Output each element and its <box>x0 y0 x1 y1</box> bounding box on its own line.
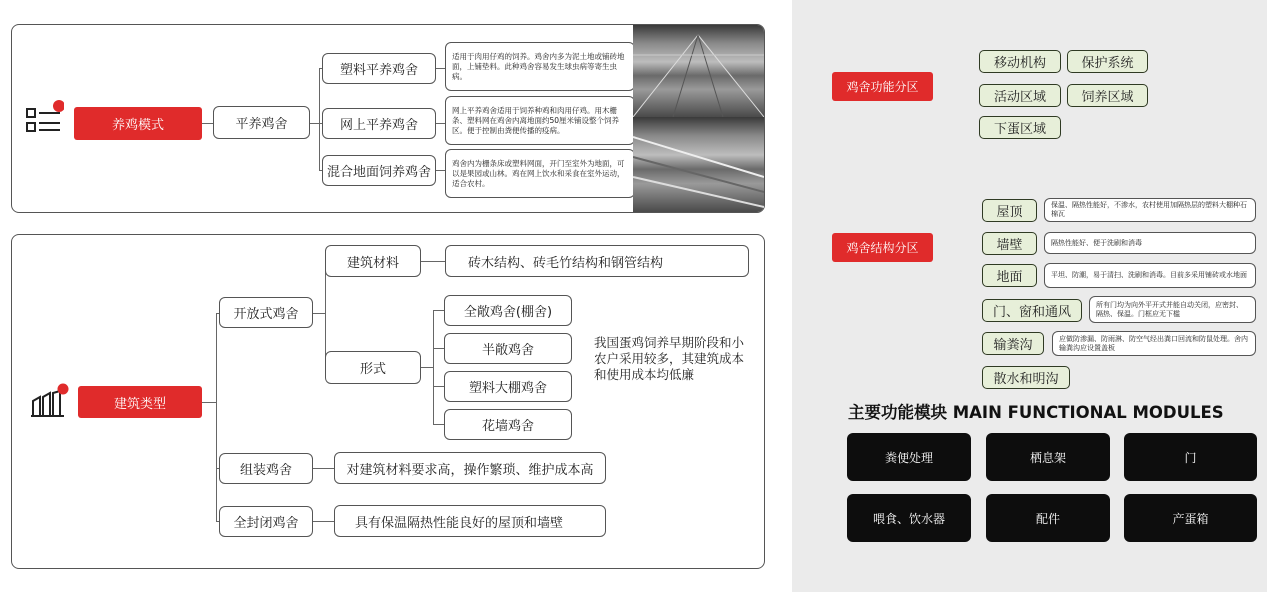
structure-floor-desc: 平坦、防潮，易于清扫、洗刷和消毒。目前多采用铺砖或水地面 <box>1044 263 1256 288</box>
mixed-ground-desc: 鸡舍内为栅条床或塑料网面，开门至室外为地面，可以是果园或山林。鸡在网上饮水和采食在室外运动，适合农村。 <box>445 149 635 198</box>
structure-zones-title: 鸡舍结构分区 <box>832 233 933 262</box>
zone-feeding-area: 饲养区域 <box>1067 84 1148 107</box>
module-accessories: 配件 <box>986 494 1110 542</box>
material-box: 建筑材料 <box>325 245 421 277</box>
form-item-half-open: 半敞鸡舍 <box>444 333 572 364</box>
zone-activity-area: 活动区域 <box>979 84 1061 107</box>
form-box: 形式 <box>325 351 421 384</box>
module-feeder: 喂食、饮水器 <box>847 494 971 542</box>
module-manure: 粪便处理 <box>847 433 971 481</box>
module-perch: 栖息架 <box>986 433 1110 481</box>
assembled-housing-box: 组装鸡舍 <box>219 453 313 484</box>
structure-door-window-desc: 所有门均为向外平开式并能自动关闭，应密封、隔热、保温。门框应无下槛 <box>1089 296 1256 323</box>
structure-roof: 屋顶 <box>982 199 1037 222</box>
form-note: 我国蛋鸡饲养早期阶段和小农户采用较多，其建筑成本和使用成本均低廉 <box>594 335 745 382</box>
chicken-house-photo-top <box>633 25 764 117</box>
material-desc: 砖木结构、砖毛竹结构和钢管结构 <box>445 245 749 277</box>
plastic-flat-housing: 塑料平养鸡舍 <box>322 53 436 84</box>
module-door: 门 <box>1124 433 1257 481</box>
form-item-plastic-shed: 塑料大棚鸡舍 <box>444 371 572 402</box>
structure-manure-channel-desc: 应做防渗漏、防雨淋、防空气经出粪口回流和防鼠处理。舍内输粪沟应设置盖板 <box>1052 331 1256 356</box>
farming-mode-title: 养鸡模式 <box>74 107 202 140</box>
chicken-house-photo-bottom <box>633 117 764 212</box>
flat-housing-box: 平养鸡舍 <box>213 106 310 139</box>
mixed-ground-housing: 混合地面饲养鸡舍 <box>322 155 436 186</box>
structure-wall-desc: 隔热性能好、便于洗刷和消毒 <box>1044 232 1256 254</box>
form-item-full-open: 全敞鸡舍(棚舍) <box>444 295 572 326</box>
structure-door-window: 门、窗和通风 <box>982 299 1082 322</box>
function-zones-title: 鸡舍功能分区 <box>832 72 933 101</box>
zone-laying-area: 下蛋区域 <box>979 116 1061 139</box>
structure-roof-desc: 保温、隔热性能好，不渗水，农村使用加隔热层的塑料大棚种石棉瓦 <box>1044 198 1256 222</box>
modules-heading: 主要功能模块 MAIN FUNCTIONAL MODULES <box>848 403 1224 422</box>
structure-floor: 地面 <box>982 264 1037 287</box>
closed-housing-box: 全封闭鸡舍 <box>219 506 313 537</box>
plastic-flat-desc: 适用于肉用仔鸡的饲养。鸡舍内多为泥土地或铺砖地面，上铺垫料。此种鸡舍容易发生球虫病等寄生虫病。 <box>445 42 635 91</box>
building-type-title: 建筑类型 <box>78 386 202 418</box>
list-icon <box>24 100 64 140</box>
closed-desc: 具有保温隔热性能良好的屋顶和墙壁 <box>334 505 606 537</box>
structure-wall: 墙壁 <box>982 232 1037 255</box>
open-housing-box: 开放式鸡舍 <box>219 297 313 328</box>
net-flat-desc: 网上平养鸡舍适用于饲养种鸡和肉用仔鸡。用木栅条、塑料网在鸡舍内离地面约50厘米铺设整个饲养区。便于控制由粪便传播的疫病。 <box>445 96 635 145</box>
zone-moving-mechanism: 移动机构 <box>979 50 1061 73</box>
form-item-flower-wall: 花墙鸡舍 <box>444 409 572 440</box>
assembled-desc: 对建筑材料要求高，操作繁琐、维护成本高 <box>334 452 606 484</box>
module-nest-box: 产蛋箱 <box>1124 494 1257 542</box>
structure-manure-channel: 输粪沟 <box>982 332 1044 355</box>
chart-icon <box>30 383 70 419</box>
zone-protection-system: 保护系统 <box>1067 50 1148 73</box>
net-flat-housing: 网上平养鸡舍 <box>322 108 436 139</box>
structure-drainage: 散水和明沟 <box>982 366 1070 389</box>
